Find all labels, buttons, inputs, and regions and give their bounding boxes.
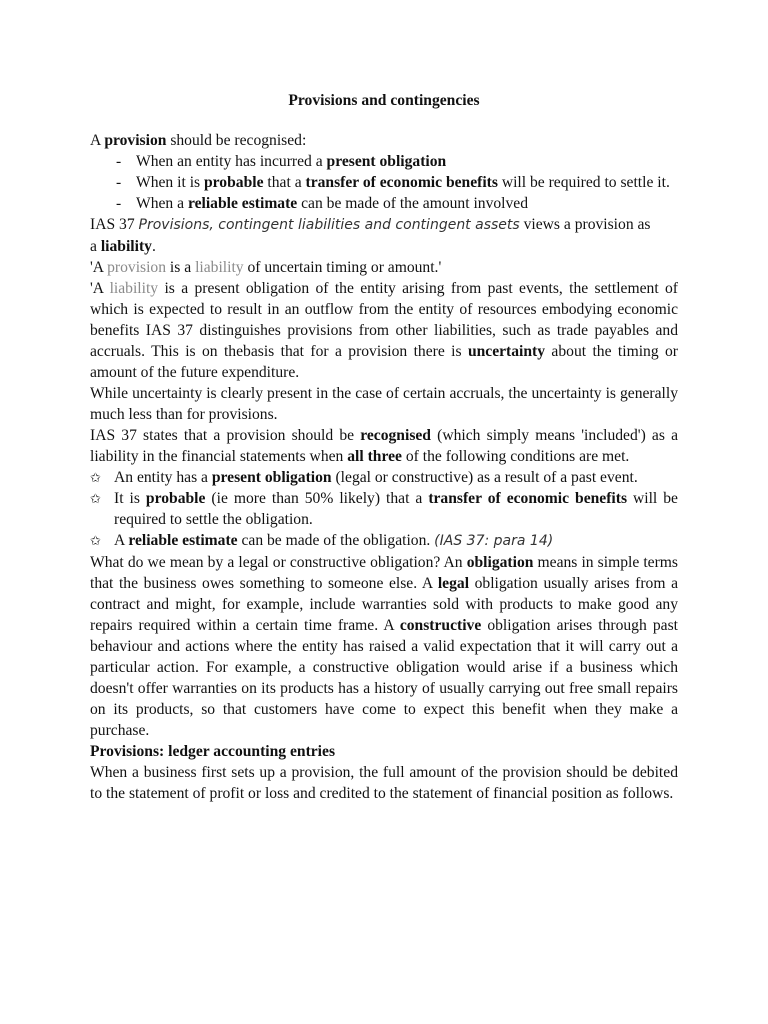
quote-text: of uncertain timing or amount.' [243,259,442,276]
paragraph-text: (which simply means 'included') as a liability in the financial statements when [90,427,679,465]
list-item-bold: transfer of economic benefits [428,490,628,507]
list-item-text: that a [263,174,306,191]
quote-text: is a [166,259,196,276]
dash-marker: - [116,153,122,170]
term-uncertainty: uncertainty [467,343,546,360]
list-item-text: When it is [136,174,204,191]
dash-marker: - [116,174,122,191]
list-item-bold: probable [145,490,206,507]
list-item-text: (ie more than 50% likely) that a [205,490,429,507]
paragraph-text: means in simple terms that the business owes something to someone else. A [90,554,678,592]
star-bullet-icon: ✩ [90,491,101,506]
quote-text: 'A [90,259,108,276]
intro-line [90,130,678,151]
term-liability: liability [195,259,244,276]
paragraph-text: obligation arises through past behaviour and actions where the entity has raised a valid expectation that it will carry out a particular action. For example, a constructive obligation would arise if a business which doesn't offer warranties on its products has a history of usually carrying out free small repairs on its products, so that customers have come to expect this benefit when they make a purchase. [90,617,678,739]
list-item-bold: present obligation [326,153,447,170]
obligation-paragraph [90,552,678,741]
list-item-text: An entity has a [114,469,212,486]
list-item-text: It is [114,490,146,507]
list-item-text: A [114,532,129,549]
ias37-text: a [90,238,101,255]
paragraph-text: of the following conditions are met. [401,448,630,465]
term-recognised: recognised [360,427,431,444]
list-item-bold: present obligation [211,469,332,486]
ias37-text: . [151,238,156,255]
ias37-text: views a provision as [519,216,651,233]
ledger-paragraph: When a business first sets up a provision, the full amount of the provision should be debited to the statement of profit or loss and credited to the statement of financial position as follows. [90,764,678,802]
ias37-paragraph [90,214,678,257]
term-provision: provision [107,259,167,276]
document-page [90,90,678,804]
intro-rest: should be recognised: [166,132,307,149]
list-item [90,172,678,193]
term-constructive: constructive [399,617,482,634]
list-item-bold: reliable estimate [187,195,298,212]
list-item-text: can be made of the amount involved [297,195,529,212]
heading-text: Provisions: ledger accounting entries [90,743,336,760]
paragraph-text: IAS 37 states that a provision should be [90,427,361,444]
list-item [90,151,678,172]
intro-a: A [90,132,105,149]
section-heading [90,741,678,762]
paragraph-text: obligation usually arises from a contract and might, for example, include warranties sold with products to make good any repairs required within a certain time frame. A [90,575,678,634]
list-item [90,530,678,552]
star-bullet-icon: ✩ [90,533,101,548]
page-title: Provisions and contingencies [288,92,480,109]
list-item-text: When an entity has incurred a [136,153,327,170]
list-item-bold: reliable estimate [128,532,238,549]
list-item [90,488,678,530]
ias37-label: IAS 37 [90,216,139,233]
list-item [90,467,678,488]
quote-text: about the timing or amount of the future expenditure. [90,343,679,381]
intro-provision: provision [104,132,167,149]
term-liability: liability [109,280,159,297]
liability-definition [90,278,678,383]
quote-text: 'A [90,280,110,297]
list-item-text: (legal or constructive) as a result of a past event. [331,469,638,486]
term-legal: legal [437,575,470,592]
quote-text: is a present obligation of the entity arising from past events, the settlement of which is expected to result in an outflow from the entity of resources embodying economic benefits IAS 37 distinguishes provisions from other liabilities, such as trade payables and accruals. This is on thebasis that for a provision there is [90,280,678,360]
list-item-text: will be required to settle the obligation. [114,490,678,528]
paragraph-reference: (IAS 37: para 14) [434,533,554,549]
list-item [90,193,678,214]
list-item-text: will be required to settle it. [497,174,670,191]
star-bullet-icon: ✩ [90,470,101,485]
paragraph-text: What do we mean by a legal or constructive obligation? An [90,554,467,571]
term-all-three: all three [347,448,402,465]
recognition-paragraph [90,425,678,467]
list-item-text: can be made of the obligation. [237,532,435,549]
provision-definition [90,257,678,278]
dash-marker: - [116,195,122,212]
ias37-liability: liability [100,238,152,255]
list-item-bold: probable [204,174,264,191]
conditions-list [90,467,678,552]
term-obligation: obligation [466,554,534,571]
recognition-criteria-list [90,151,678,214]
standard-title: Provisions, contingent liabilities and contingent assets [138,217,520,233]
list-item-text: When a [136,195,188,212]
list-item-bold: transfer of economic benefits [305,174,498,191]
uncertainty-paragraph: While uncertainty is clearly present in the case of certain accruals, the uncertainty is generally much less than for provisions. [90,385,678,423]
